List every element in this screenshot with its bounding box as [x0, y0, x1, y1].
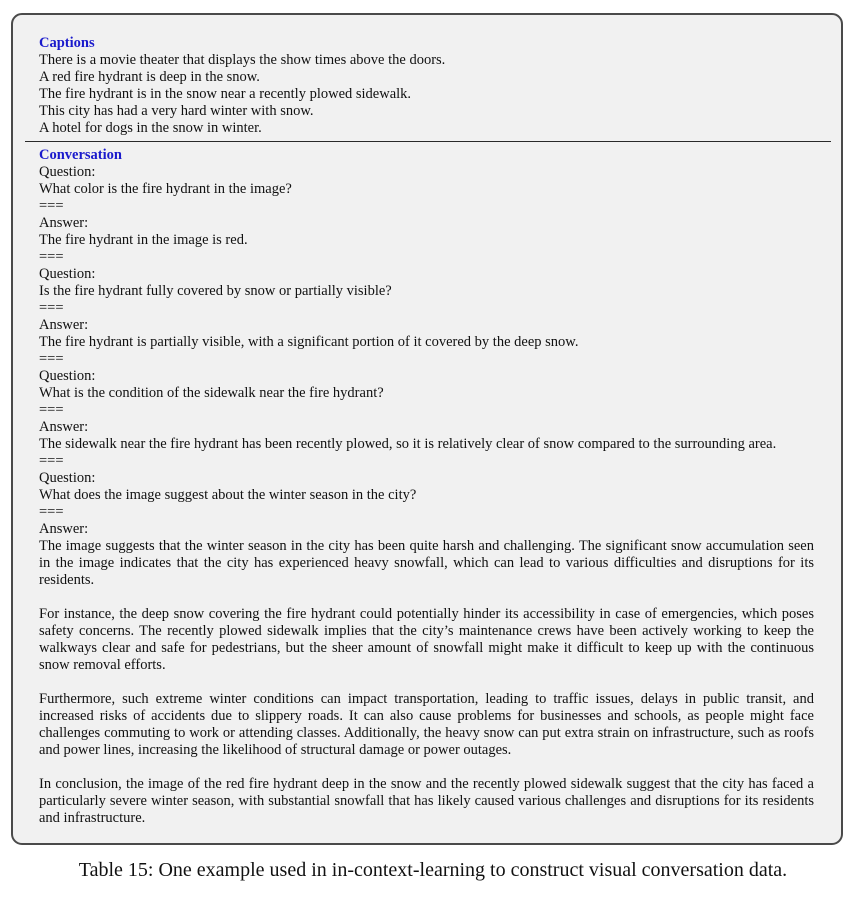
conversation-section [39, 147, 814, 827]
caption-line: A hotel for dogs in the snow in winter. [39, 120, 262, 136]
paragraph-gap [39, 674, 814, 691]
caption-line: This city has had a very hard winter with snow. [39, 103, 314, 119]
answer-text: The sidewalk near the fire hydrant has been recently plowed, so it is relatively clear of snow compared to the surrounding area. [39, 436, 777, 452]
paragraph-gap [39, 759, 814, 776]
conversation-heading: Conversation [39, 147, 122, 163]
separator: === [39, 504, 64, 520]
table-caption: Table 15: One example used in in-context-learning to construct visual conversation data. [78, 859, 788, 881]
answer-text: The fire hydrant is partially visible, with a significant portion of it covered by the deep snow. [39, 334, 579, 350]
separator: === [39, 402, 64, 418]
answer-label: Answer: [39, 215, 89, 231]
answer-text: The fire hydrant in the image is red. [39, 232, 248, 248]
question-text: What color is the fire hydrant in the image? [39, 181, 292, 197]
answer-paragraph: The image suggests that the winter season in the city has been quite harsh and challenging. The significant snow accumulation seen in the image indicates that the city has experienced heavy snowfall, which can lead to various difficulties and disruptions for its residents. [39, 538, 814, 588]
captions-heading: Captions [39, 35, 95, 51]
separator: === [39, 351, 64, 367]
section-divider [25, 141, 831, 142]
example-box [11, 13, 843, 845]
question-text: Is the fire hydrant fully covered by snow or partially visible? [39, 283, 392, 299]
question-text: What is the condition of the sidewalk near the fire hydrant? [39, 385, 384, 401]
separator: === [39, 249, 64, 265]
caption-line: There is a movie theater that displays the show times above the doors. [39, 52, 446, 68]
answer-paragraph: For instance, the deep snow covering the fire hydrant could potentially hinder its accessibility in case of emergencies, which poses safety concerns. The recently plowed sidewalk implies that the city’s maintenance crews have been actively working to keep the walkways clear and safe for pedestrians, but the sheer amount of snowfall might make it difficult to keep up with the continuous snow removal efforts. [39, 606, 814, 673]
answer-paragraph: In conclusion, the image of the red fire hydrant deep in the snow and the recently plowed sidewalk suggest that the city has faced a particularly severe winter season, with substantial snowfall that has likely caused various challenges and disruptions for its residents and infrastructure. [39, 776, 814, 826]
paragraph-gap [39, 589, 814, 606]
question-text: What does the image suggest about the winter season in the city? [39, 487, 417, 503]
question-label: Question: [39, 368, 96, 384]
question-label: Question: [39, 266, 96, 282]
answer-label: Answer: [39, 521, 89, 537]
answer-label: Answer: [39, 419, 89, 435]
answer-paragraph: Furthermore, such extreme winter conditions can impact transportation, leading to traffic issues, delays in public transit, and increased risks of accidents due to slippery roads. It can also cause problems for businesses and schools, as people might face challenges commuting to work or attending classes. Additionally, the heavy snow can put extra strain on infrastructure, such as roofs and power lines, increasing the likelihood of structural damage or power outages. [39, 691, 814, 758]
caption-line: The fire hydrant is in the snow near a recently plowed sidewalk. [39, 86, 412, 102]
separator: === [39, 300, 64, 316]
question-label: Question: [39, 164, 96, 180]
question-label: Question: [39, 470, 96, 486]
answer-label: Answer: [39, 317, 89, 333]
separator: === [39, 198, 64, 214]
captions-section [39, 35, 819, 137]
caption-line: A red fire hydrant is deep in the snow. [39, 69, 260, 85]
separator: === [39, 453, 64, 469]
